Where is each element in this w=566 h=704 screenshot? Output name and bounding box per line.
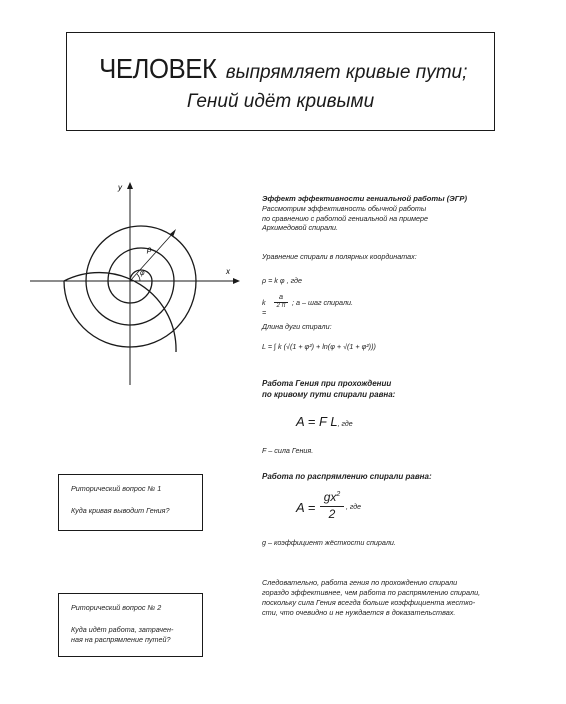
straight-equation: A = $gx^2$ 2 , где <box>296 490 362 521</box>
y-axis-label: y <box>118 183 122 192</box>
egr-heading: Эффект эффективности гениальной работы (ЭГР) <box>262 194 467 203</box>
title-line-2: Гений идёт кривыми <box>186 91 375 112</box>
equation-1: ρ = k φ , где <box>262 276 303 285</box>
y-axis-arrow <box>127 182 133 189</box>
question-box-2 <box>58 593 203 657</box>
title-line-1 <box>67 53 494 85</box>
arc-label: Длина дуги спирали: <box>262 322 332 331</box>
work-equation: A = F L, где <box>296 414 353 429</box>
g-note: g – коэффициент жёсткости спирали. <box>262 538 396 547</box>
phi-label: φ <box>140 270 145 277</box>
genius-heading: Работа Гения при прохождении по кривому пути спирали равна: <box>262 379 396 399</box>
conclusion-text: Следовательно, работа гения по прохождению спирали гораздо эффективнее, чем работа по распрямлению спирали, поскольку сила Гения всегда больше коэффициента жестко- сти, что очевидно и не нуждается в доказательствах. <box>262 578 481 617</box>
spiral-diagram <box>0 170 250 420</box>
intro-text: Рассмотрим эффективность обычной работы по сравнению с работой гениальной на примере Архимедовой спирали. <box>262 204 429 232</box>
question-1-title: Риторический вопрос № 1 <box>71 484 162 493</box>
rho-label: ρ <box>147 245 152 254</box>
force-note: F – сила Гения. <box>262 446 314 455</box>
question-box-1 <box>58 474 203 531</box>
question-2-title: Риторический вопрос № 2 <box>71 603 162 612</box>
question-2-text: Куда идёт работа, затрачен- ная на распрямление путей? <box>71 625 174 644</box>
radius-line <box>130 232 174 281</box>
straight-heading: Работа по распрямлению спирали равна: <box>262 472 432 481</box>
title-word: ЧЕЛОВЕК <box>98 53 217 84</box>
x-axis-label: x <box>226 267 230 276</box>
x-axis-arrow <box>233 278 240 284</box>
arc-formula: L = ∫ k (√(1 + φ²) + ln(φ + √(1 + φ²))) <box>262 342 376 351</box>
title-rest: выпрямляет кривые пути; <box>225 62 468 83</box>
question-1-text: Куда кривая выводит Гения? <box>71 506 170 515</box>
title-box <box>66 32 495 131</box>
polar-label: Уравнение спирали в полярных координатах: <box>262 252 417 261</box>
